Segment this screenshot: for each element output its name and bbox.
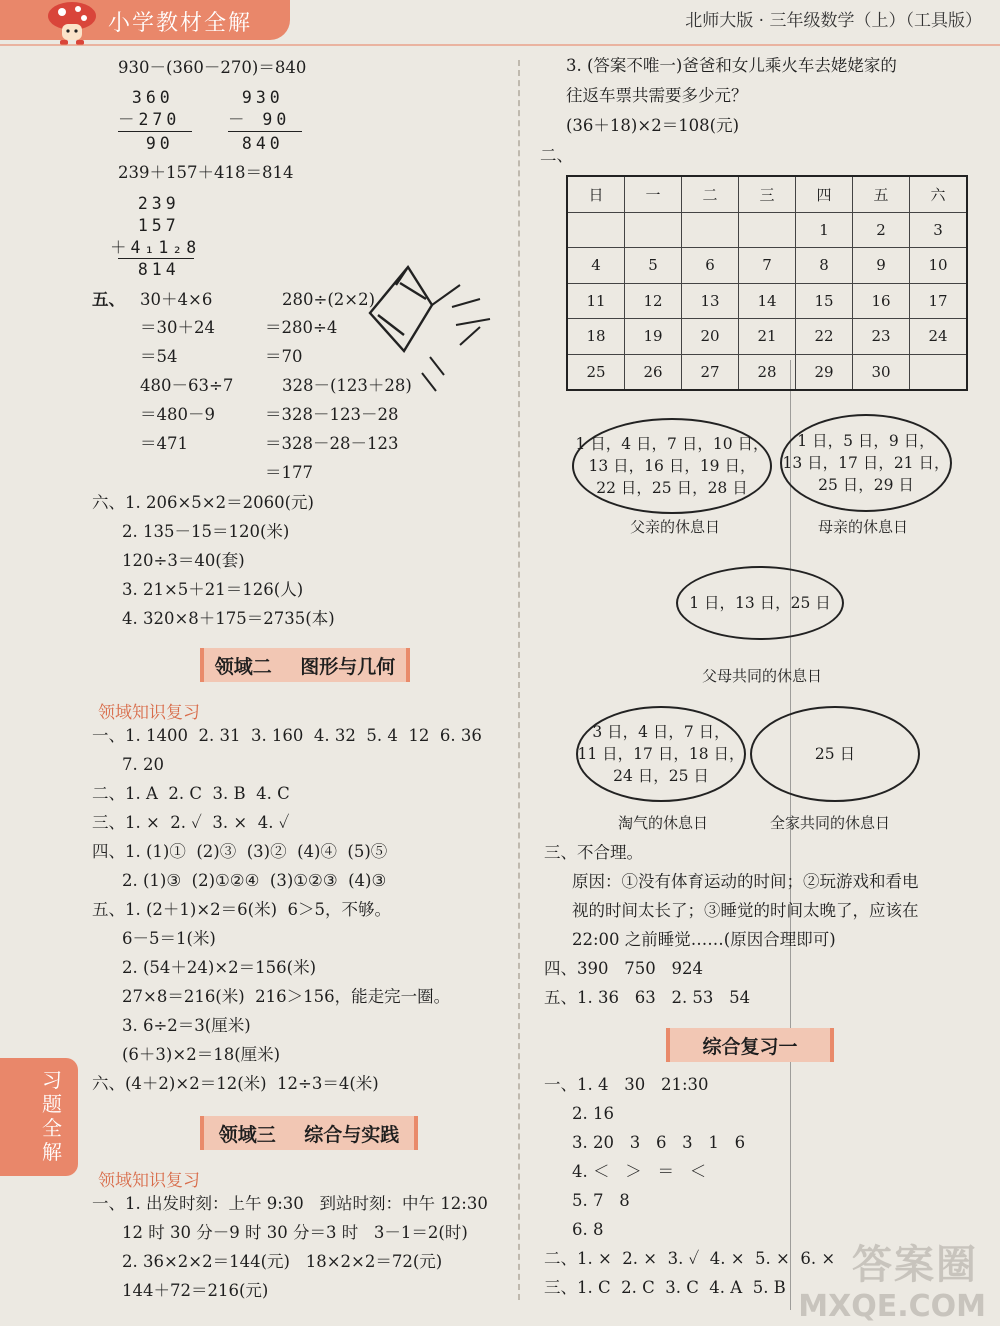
calendar-cell [682, 212, 739, 248]
calendar-head-cell: 三 [739, 176, 796, 212]
caption: 全家共同的休息日 [770, 814, 891, 832]
calendar-cell: 10 [910, 248, 968, 284]
expression: ＝471 [140, 434, 188, 453]
father-rest-days-ellipse: 1 日，4 日，7 日，10 日， 13 日，16 日，19 日， 22 日，25 日，28 日 [572, 418, 772, 514]
calendar-cell: 24 [910, 319, 968, 355]
calendar-cell: 1 [796, 212, 853, 248]
answer-line: 2. (1)③ (2)①②④ (3)①②③ (4)③ [122, 871, 387, 890]
calendar-cell: 15 [796, 283, 853, 319]
calendar-row [567, 319, 967, 355]
calendar-cell: 19 [625, 319, 682, 355]
calendar-cell: 27 [682, 354, 739, 390]
calendar-cell: 8 [796, 248, 853, 284]
answer-line: 往返车票共需要多少元？ [566, 86, 748, 105]
expression: ＝328－28－123 [265, 434, 399, 453]
answer-line: 2. 36×2×2＝144(元) 18×2×2＝72(元) [122, 1252, 443, 1271]
answer-line: 六、(4＋2)×2＝12(米) 12÷3＝4(米) [92, 1074, 379, 1093]
calendar-cell [625, 212, 682, 248]
answer-line: 五、1. 36 63 2. 53 54 [544, 988, 751, 1007]
answer-line: 144＋72＝216(元) [122, 1281, 269, 1300]
calendar-head-cell: 二 [682, 176, 739, 212]
calendar-cell: 3 [910, 212, 968, 248]
answer-line: 2. (54＋24)×2＝156(米) [122, 958, 317, 977]
expression: ＝328－123－28 [265, 405, 399, 424]
calendar-cell: 30 [853, 354, 910, 390]
expression: 480－63÷7 [140, 376, 234, 395]
calendar-head-cell: 五 [853, 176, 910, 212]
answer-line: 3. 6÷2＝3(厘米) [122, 1016, 251, 1035]
calendar-cell: 7 [739, 248, 796, 284]
vertical-calc: 360 [118, 88, 174, 107]
vertical-calc: 840 [228, 134, 284, 153]
header-rule [0, 44, 1000, 46]
calc-rule [118, 258, 194, 259]
column-divider [518, 60, 520, 1300]
answer-line: 三、1. C 2. C 3. C 4. A 5. B [544, 1278, 786, 1297]
page-fold-line [790, 360, 791, 1310]
calendar-cell: 4 [567, 248, 625, 284]
answer-line: 2. 135－15＝120(米) [122, 522, 290, 541]
calendar-row [567, 248, 967, 284]
calendar-header-row [567, 176, 967, 212]
calendar-cell: 16 [853, 283, 910, 319]
calendar-cell: 2 [853, 212, 910, 248]
side-tab-char: 解 [42, 1140, 62, 1164]
answer-line: 239＋157＋418＝814 [118, 163, 294, 182]
side-tab-char: 全 [42, 1116, 62, 1140]
vertical-calc: 239 [110, 194, 180, 213]
section-number: 五、 [92, 290, 125, 309]
parents-common-rest-ellipse: 1 日，13 日，25 日 [676, 566, 844, 640]
answer-line: 6－5＝1(米) [122, 929, 216, 948]
calc-rule [118, 131, 192, 132]
section-heading: 领域二 图形与几何 [200, 648, 410, 682]
calendar-cell: 18 [567, 319, 625, 355]
header-edition: 北师大版 · 三年级数学（上）（工具版） [685, 11, 982, 31]
answer-line: 一、1. 1400 2. 31 3. 160 4. 32 5. 4 12 6. 36 [92, 726, 482, 745]
answer-line: 4. ＜ ＞ ＝ ＜ [572, 1162, 707, 1181]
expression: ＝280÷4 [265, 318, 338, 337]
calendar-cell: 25 [567, 354, 625, 390]
expression: 280÷(2×2) [282, 290, 376, 309]
expression: ＝70 [265, 347, 303, 366]
calendar-head-cell: 一 [625, 176, 682, 212]
calendar-head-cell: 六 [910, 176, 968, 212]
family-common-rest-ellipse: 25 日 [750, 706, 920, 802]
caption: 母亲的休息日 [818, 518, 909, 536]
answer-line: 三、不合理。 [544, 843, 643, 862]
watermark-logo: 答案圈 [852, 1242, 978, 1288]
answer-line: (36＋18)×2＝108(元) [566, 116, 740, 135]
answer-line: 5. 7 8 [572, 1191, 630, 1210]
calendar-table [566, 175, 968, 391]
calendar-cell: 9 [853, 248, 910, 284]
calendar-cell: 29 [796, 354, 853, 390]
answer-line: 12 时 30 分－9 时 30 分＝3 时 3－1＝2(时) [122, 1223, 468, 1242]
calendar-row [567, 283, 967, 319]
side-tab-char: 习 [42, 1068, 62, 1092]
taoqi-rest-days-ellipse: 3 日，4 日，7 日， 11 日，17 日，18 日， 24 日，25 日 [576, 706, 746, 802]
calendar-head-cell: 日 [567, 176, 625, 212]
calc-rule [228, 131, 302, 132]
watermark-url: MXQE.COM [798, 1289, 986, 1324]
calendar-cell: 12 [625, 283, 682, 319]
expression: ＝30＋24 [140, 318, 215, 337]
mother-rest-days-ellipse: 1 日，5 日，9 日， 13 日，17 日，21 日， 25 日，29 日 [780, 414, 952, 512]
answer-line: 四、1. (1)① (2)③ (3)② (4)④ (5)⑤ [92, 842, 388, 861]
vertical-calc: 930 [228, 88, 284, 107]
calendar-cell: 14 [739, 283, 796, 319]
answer-line: 930－(360－270)＝840 [118, 58, 307, 77]
answer-line: 原因：①没有体育运动的时间；②玩游戏和看电 [572, 872, 919, 891]
page-header [0, 0, 1000, 48]
sub-heading: 领域知识复习 [98, 1171, 200, 1191]
expression: 30＋4×6 [140, 290, 213, 309]
calendar-cell: 26 [625, 354, 682, 390]
answer-line: 一、1. 出发时刻：上午 9:30 到站时刻：中午 12:30 [92, 1194, 488, 1213]
answer-line: 27×8＝216(米) 216＞156，能走完一圈。 [122, 987, 451, 1006]
answer-line: 3. (答案不唯一)爸爸和女儿乘火车去姥姥家的 [566, 56, 897, 75]
vertical-calc: ＋4₁1₂8 [110, 238, 201, 257]
answer-line: (6＋3)×2＝18(厘米) [122, 1045, 281, 1064]
caption: 淘气的休息日 [618, 814, 709, 832]
expression: ＝480－9 [140, 405, 215, 424]
expression: ＝54 [140, 347, 178, 366]
calendar-head-cell: 四 [796, 176, 853, 212]
answer-line: 五、1. (2＋1)×2＝6(米) 6＞5，不够。 [92, 900, 392, 919]
expression: 328－(123＋28) [282, 376, 412, 395]
sub-heading: 领域知识复习 [98, 703, 200, 723]
section-heading: 领域三 综合与实践 [200, 1116, 418, 1150]
calendar-cell: 17 [910, 283, 968, 319]
answer-line: 二、1. A 2. C 3. B 4. C [92, 784, 290, 803]
side-tab-char: 题 [42, 1092, 62, 1116]
header-title: 小学教材全解 [108, 11, 253, 36]
mushroom-mascot-icon [42, 0, 102, 46]
caption: 父母共同的休息日 [702, 667, 823, 685]
answer-line: 四、390 750 924 [544, 959, 703, 978]
vertical-calc: － 90 [228, 110, 291, 129]
calendar-cell: 20 [682, 319, 739, 355]
vertical-calc: 157 [110, 216, 180, 235]
calendar-cell [910, 354, 968, 390]
answer-line: 120÷3＝40(套) [122, 551, 245, 570]
answer-line: 7. 20 [122, 755, 164, 774]
calendar-cell: 21 [739, 319, 796, 355]
calendar-cell [739, 212, 796, 248]
vertical-calc: 814 [110, 260, 180, 279]
calendar-cell: 23 [853, 319, 910, 355]
answer-line: 三、1. × 2. ✓ 3. × 4. ✓ [92, 813, 290, 832]
answer-line: 6. 8 [572, 1220, 604, 1239]
answer-line: 一、1. 4 30 21:30 [544, 1075, 709, 1094]
answer-line: 2. 16 [572, 1104, 614, 1123]
answer-line: 六、1. 206×5×2＝2060(元) [92, 493, 314, 512]
answer-line: 4. 320×8＋175＝2735(本) [122, 609, 335, 628]
answer-line: 22:00 之前睡觉……(原因合理即可) [572, 930, 836, 949]
calendar-cell: 13 [682, 283, 739, 319]
answer-line: 3. 20 3 6 3 1 6 [572, 1133, 746, 1152]
calendar-cell: 22 [796, 319, 853, 355]
answer-line: 3. 21×5＋21＝126(人) [122, 580, 304, 599]
vertical-calc: －270 [118, 110, 181, 129]
section-heading: 综合复习一 [666, 1028, 834, 1062]
answer-line: 视的时间太长了；③睡觉的时间太晚了，应该在 [572, 901, 919, 920]
expression: ＝177 [265, 463, 313, 482]
calendar-cell: 6 [682, 248, 739, 284]
calendar-cell: 11 [567, 283, 625, 319]
vertical-calc: 90 [118, 134, 174, 153]
side-tab [0, 1058, 78, 1176]
section-number: 二、 [540, 146, 573, 165]
caption: 父亲的休息日 [630, 518, 721, 536]
handwritten-scribble-icon [360, 255, 510, 400]
calendar-row [567, 212, 967, 248]
calendar-row [567, 354, 967, 390]
calendar-cell: 5 [625, 248, 682, 284]
calendar-cell: 28 [739, 354, 796, 390]
calendar-cell [567, 212, 625, 248]
answer-line: 二、1. × 2. × 3. ✓ 4. × 5. × 6. × [544, 1249, 836, 1268]
